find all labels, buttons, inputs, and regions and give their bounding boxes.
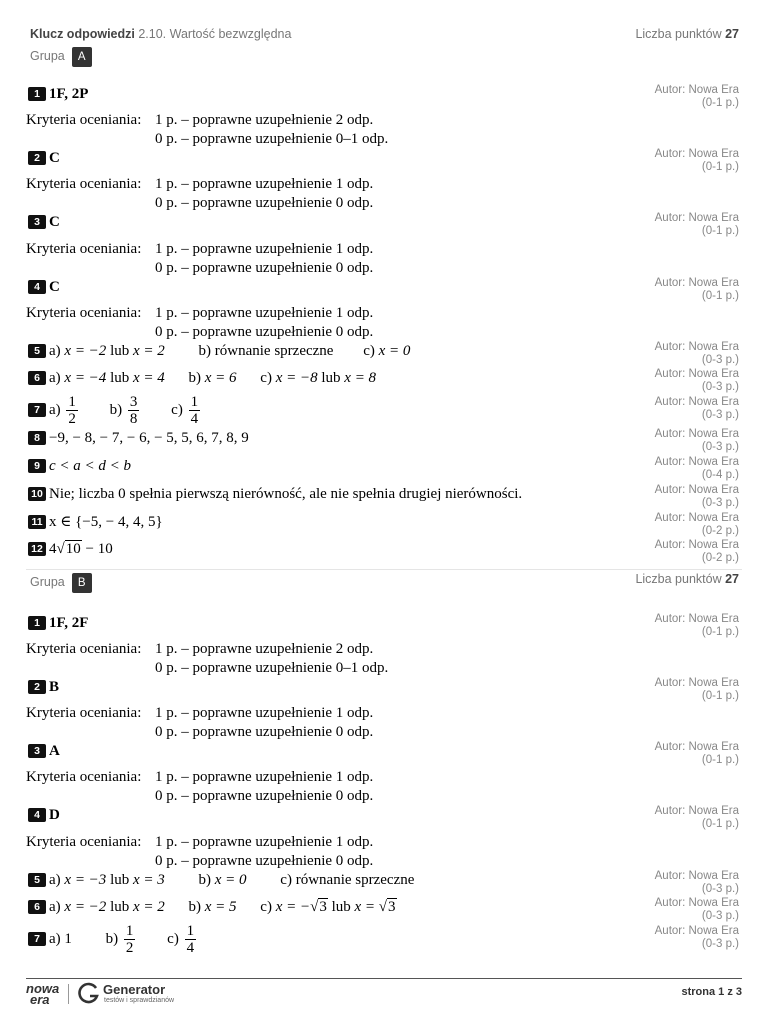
denominator: 8 xyxy=(129,411,138,427)
task-answer: C xyxy=(49,214,60,230)
part-c-expr-1: x = − xyxy=(275,899,311,915)
part-b-expr: x = 0 xyxy=(214,872,247,888)
author: Autor: Nowa Era xyxy=(654,341,739,353)
points: (0-1 p.) xyxy=(701,97,739,109)
points: (0-3 p.) xyxy=(701,497,739,509)
criteria-line-1: 1 p. – poprawne uzupełnienie 2 odp. xyxy=(155,641,374,657)
task-answer: A xyxy=(49,743,60,759)
criteria-line-2: 0 p. – poprawne uzupełnienie 0 odp. xyxy=(155,788,374,804)
author: Autor: Nowa Era xyxy=(654,428,739,440)
task-number: 8 xyxy=(28,431,46,445)
criteria-line-1: 1 p. – poprawne uzupełnienie 1 odp. xyxy=(155,705,374,721)
task-answer: 1F, 2P xyxy=(49,86,89,102)
points: (0-1 p.) xyxy=(701,754,739,766)
author: Autor: Nowa Era xyxy=(654,677,739,689)
author: Autor: Nowa Era xyxy=(654,396,739,408)
criteria-line-2: 0 p. – poprawne uzupełnienie 0 odp. xyxy=(155,324,374,340)
task-answer: C xyxy=(49,150,60,166)
task-number: 7 xyxy=(28,403,46,417)
part-a-or: lub xyxy=(110,899,130,915)
doc-title: Klucz odpowiedzi xyxy=(30,27,135,41)
part-b-prefix: b) xyxy=(105,930,119,947)
nowa-era-logo xyxy=(26,983,59,1005)
task-answer: B xyxy=(49,679,60,695)
task-answer: −9, − 8, − 7, − 6, − 5, 5, 6, 7, 8, 9 xyxy=(49,430,249,446)
author: Autor: Nowa Era xyxy=(654,925,739,937)
group-label: Grupa xyxy=(30,575,65,589)
part-b-prefix: b) xyxy=(188,370,202,386)
denominator: 4 xyxy=(186,940,195,956)
part-a-value: 1 xyxy=(64,930,72,947)
author: Autor: Nowa Era xyxy=(654,368,739,380)
points: (0-3 p.) xyxy=(701,883,739,895)
footer-divider xyxy=(26,978,742,979)
generator-logo-icon xyxy=(78,982,100,1004)
part-a-expr-2: x = 2 xyxy=(132,343,165,359)
task-number: 1 xyxy=(28,616,46,630)
part-a-or: lub xyxy=(110,370,130,386)
part-a-expr-2: x = 2 xyxy=(132,899,165,915)
criteria-label: Kryteria oceniania: xyxy=(26,176,142,192)
task-answer: D xyxy=(49,807,60,823)
task-number: 11 xyxy=(28,515,46,529)
task-answer: c < a < d < b xyxy=(49,458,132,474)
task-number: 5 xyxy=(28,873,46,887)
part-c-expr-1: x = −8 xyxy=(275,370,318,386)
part-a-or: lub xyxy=(110,343,130,359)
part-c-text: równanie sprzeczne xyxy=(295,872,415,888)
part-b-expr: x = 6 xyxy=(204,370,237,386)
part-c-or: lub xyxy=(331,899,351,915)
numerator: 3 xyxy=(129,394,138,410)
points-label: Liczba punktów xyxy=(635,572,722,586)
criteria-line-2: 0 p. – poprawne uzupełnienie 0 odp. xyxy=(155,853,374,869)
fraction-c xyxy=(189,394,201,427)
author: Autor: Nowa Era xyxy=(654,484,739,496)
part-c-expr-2: x = xyxy=(354,899,379,915)
points-label: Liczba punktów xyxy=(635,27,722,41)
group-badge: B xyxy=(72,573,92,593)
criteria-line-2: 0 p. – poprawne uzupełnienie 0 odp. xyxy=(155,195,374,211)
part-a-prefix: a) xyxy=(49,872,61,888)
fraction-a xyxy=(66,394,78,427)
author: Autor: Nowa Era xyxy=(654,897,739,909)
part-a-expr-1: x = −4 xyxy=(64,370,107,386)
task-number: 7 xyxy=(28,932,46,946)
task-answer: Nie; liczba 0 spełnia pierwszą nierówność, ale nie spełnia drugiej nierówności. xyxy=(49,486,523,502)
group-badge: A xyxy=(72,47,92,67)
criteria-label: Kryteria oceniania: xyxy=(26,641,142,657)
part-c-prefix: c) xyxy=(167,930,179,947)
author: Autor: Nowa Era xyxy=(654,277,739,289)
radicand-2: 3 xyxy=(388,899,396,915)
task-number: 2 xyxy=(28,680,46,694)
criteria-line-1: 1 p. – poprawne uzupełnienie 1 odp. xyxy=(155,834,374,850)
points: (0-3 p.) xyxy=(701,441,739,453)
criteria-line-1: 1 p. – poprawne uzupełnienie 1 odp. xyxy=(155,769,374,785)
author: Autor: Nowa Era xyxy=(654,870,739,882)
task-number: 1 xyxy=(28,87,46,101)
task-number: 4 xyxy=(28,280,46,294)
task-number: 4 xyxy=(28,808,46,822)
radicand-1: 3 xyxy=(319,899,327,915)
numerator: 1 xyxy=(125,923,134,939)
points-total xyxy=(635,27,739,41)
group-b-points xyxy=(635,572,739,586)
task-number: 12 xyxy=(28,542,46,556)
points: (0-3 p.) xyxy=(701,409,739,421)
criteria-label: Kryteria oceniania: xyxy=(26,769,142,785)
answer-coefficient: 4 xyxy=(49,541,57,557)
author: Autor: Nowa Era xyxy=(654,512,739,524)
part-b-prefix: b) xyxy=(198,343,212,359)
task-number: 6 xyxy=(28,371,46,385)
criteria-label: Kryteria oceniania: xyxy=(26,705,142,721)
part-a-or: lub xyxy=(110,872,130,888)
criteria-label: Kryteria oceniania: xyxy=(26,305,142,321)
numerator: 1 xyxy=(190,394,199,410)
criteria-label: Kryteria oceniania: xyxy=(26,112,142,128)
part-a-prefix: a) xyxy=(49,370,61,386)
task-answer: 1F, 2F xyxy=(49,615,89,631)
task-answer: C xyxy=(49,279,60,295)
denominator: 2 xyxy=(68,411,76,427)
page-header xyxy=(30,27,739,41)
criteria-line-2: 0 p. – poprawne uzupełnienie 0–1 odp. xyxy=(155,660,389,676)
points-value: 27 xyxy=(725,572,739,586)
part-b-prefix: b) xyxy=(109,401,123,418)
points: (0-1 p.) xyxy=(701,290,739,302)
part-a-expr-1: x = −2 xyxy=(64,899,107,915)
criteria-line-1: 1 p. – poprawne uzupełnienie 2 odp. xyxy=(155,112,374,128)
points: (0-3 p.) xyxy=(701,354,739,366)
task-number: 6 xyxy=(28,900,46,914)
part-a-expr-1: x = −3 xyxy=(64,872,107,888)
group-a-header xyxy=(30,47,92,67)
part-a-prefix: a) xyxy=(49,343,61,359)
page-number: strona 1 z 3 xyxy=(681,986,742,998)
part-b-text: równanie sprzeczne xyxy=(214,343,334,359)
author: Autor: Nowa Era xyxy=(654,84,739,96)
points: (0-1 p.) xyxy=(701,818,739,830)
part-c-or: lub xyxy=(321,370,341,386)
fraction-c xyxy=(185,923,197,956)
part-b-prefix: b) xyxy=(188,899,202,915)
part-a-expr-1: x = −2 xyxy=(64,343,107,359)
part-a-prefix: a) xyxy=(49,401,61,418)
points: (0-1 p.) xyxy=(701,161,739,173)
part-c-prefix: c) xyxy=(280,872,292,888)
criteria-line-1: 1 p. – poprawne uzupełnienie 1 odp. xyxy=(155,305,374,321)
part-c-prefix: c) xyxy=(171,401,183,418)
points: (0-1 p.) xyxy=(701,626,739,638)
generator-title: Generator xyxy=(103,982,166,997)
author: Autor: Nowa Era xyxy=(654,212,739,224)
points: (0-1 p.) xyxy=(701,690,739,702)
part-c-prefix: c) xyxy=(363,343,375,359)
points-value: 27 xyxy=(725,27,739,41)
criteria-label: Kryteria oceniania: xyxy=(26,241,142,257)
criteria-line-2: 0 p. – poprawne uzupełnienie 0–1 odp. xyxy=(155,131,389,147)
part-c-prefix: c) xyxy=(260,899,272,915)
denominator: 4 xyxy=(190,411,199,427)
numerator: 1 xyxy=(186,923,195,939)
task-number: 3 xyxy=(28,744,46,758)
points: (0-1 p.) xyxy=(701,225,739,237)
part-a-expr-2: x = 4 xyxy=(132,370,165,386)
logo-line-2: era xyxy=(30,992,50,1007)
criteria-line-1: 1 p. – poprawne uzupełnienie 1 odp. xyxy=(155,176,374,192)
task-number: 5 xyxy=(28,344,46,358)
part-c-prefix: c) xyxy=(260,370,272,386)
task-number: 2 xyxy=(28,151,46,165)
part-c-expr-2: x = 8 xyxy=(344,370,377,386)
logo-separator xyxy=(68,984,69,1004)
author: Autor: Nowa Era xyxy=(654,613,739,625)
task-answer: x ∈ {−5, − 4, 4, 5} xyxy=(49,514,163,530)
author: Autor: Nowa Era xyxy=(654,148,739,160)
task-number: 3 xyxy=(28,215,46,229)
criteria-line-2: 0 p. – poprawne uzupełnienie 0 odp. xyxy=(155,260,374,276)
points: (0-3 p.) xyxy=(701,938,739,950)
points-total xyxy=(635,572,739,586)
part-a-prefix: a) xyxy=(49,899,61,915)
part-a-prefix: a) xyxy=(49,930,61,947)
group-divider xyxy=(26,569,742,570)
doc-subtitle: 2.10. Wartość bezwzględna xyxy=(138,27,292,41)
part-b-expr: x = 5 xyxy=(204,899,237,915)
group-label: Grupa xyxy=(30,49,65,63)
author: Autor: Nowa Era xyxy=(654,741,739,753)
logo-line-1: nowa xyxy=(26,981,60,996)
criteria-line-1: 1 p. – poprawne uzupełnienie 1 odp. xyxy=(155,241,374,257)
radicand: 10 xyxy=(65,541,81,557)
criteria-line-2: 0 p. – poprawne uzupełnienie 0 odp. xyxy=(155,724,374,740)
points: (0-3 p.) xyxy=(701,381,739,393)
denominator: 2 xyxy=(125,940,134,956)
part-b-prefix: b) xyxy=(198,872,212,888)
numerator: 1 xyxy=(68,394,76,410)
task-number: 10 xyxy=(28,487,46,501)
points: (0-2 p.) xyxy=(701,525,739,537)
author: Autor: Nowa Era xyxy=(654,539,739,551)
fraction-b xyxy=(128,394,140,427)
criteria-label: Kryteria oceniania: xyxy=(26,834,142,850)
part-a-expr-2: x = 3 xyxy=(132,872,165,888)
points: (0-4 p.) xyxy=(701,469,739,481)
task-number: 9 xyxy=(28,459,46,473)
answer-rest: − 10 xyxy=(81,541,113,557)
generator-subtitle: testów i sprawdzianów xyxy=(104,997,175,1004)
group-b-header xyxy=(30,573,92,593)
points: (0-2 p.) xyxy=(701,552,739,564)
author: Autor: Nowa Era xyxy=(654,805,739,817)
points: (0-3 p.) xyxy=(701,910,739,922)
part-c-expr: x = 0 xyxy=(378,343,411,359)
author: Autor: Nowa Era xyxy=(654,456,739,468)
fraction-b xyxy=(124,923,136,956)
